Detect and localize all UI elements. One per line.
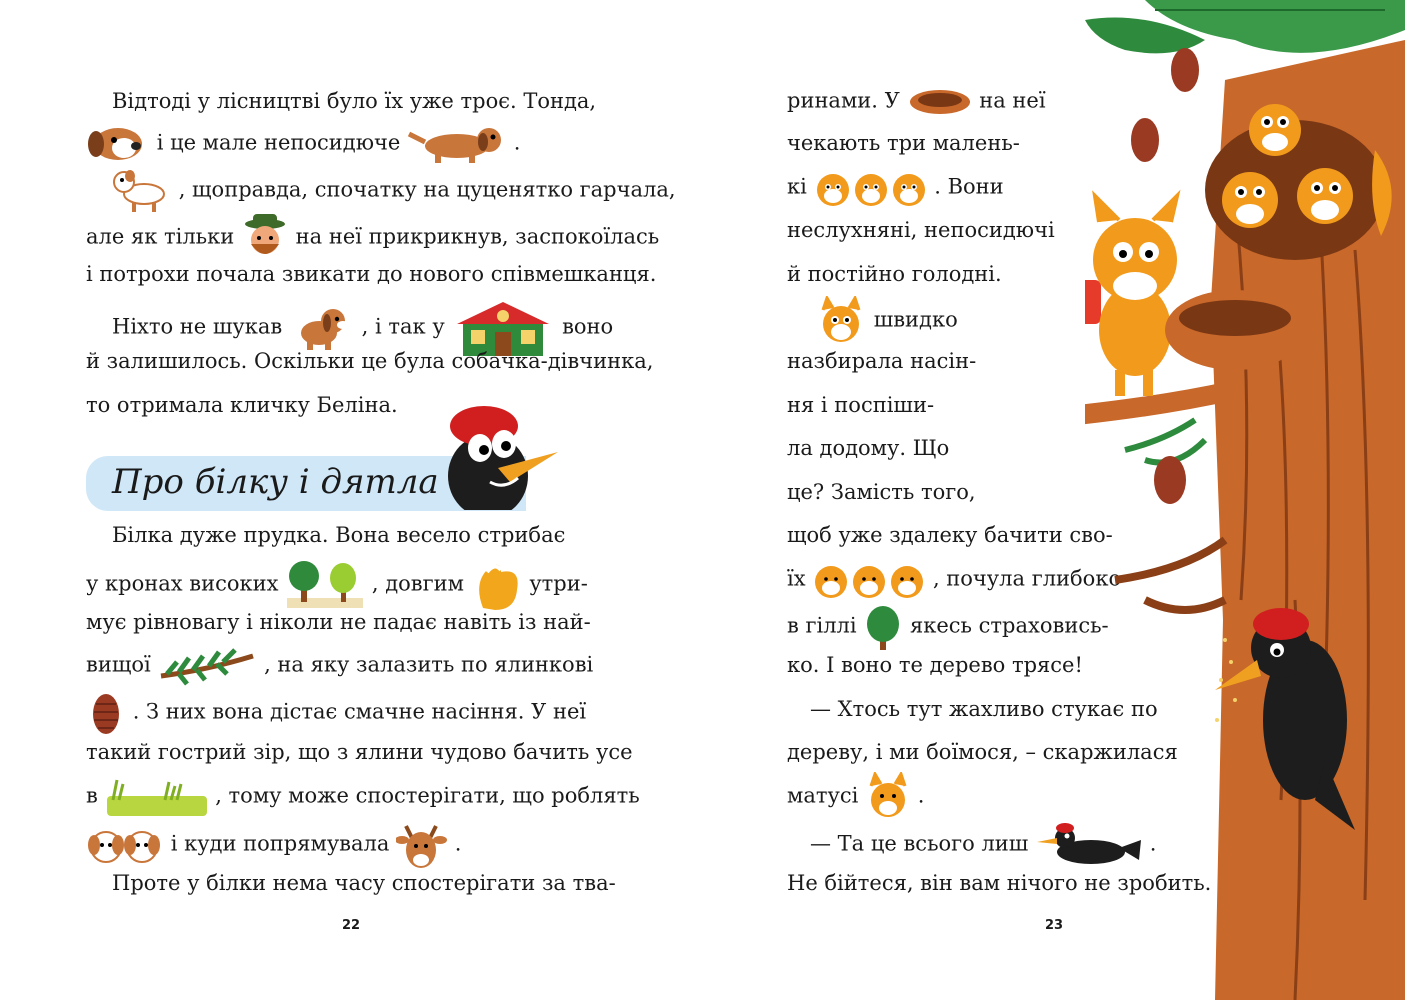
text-line: [86, 646, 593, 686]
dog-icon: [289, 305, 355, 351]
text-span: .: [917, 783, 925, 808]
text-span: на неї прикрикнув, заспокоїлась: [295, 224, 660, 249]
text-line: щоб уже здалеку бачити сво-: [787, 523, 1113, 547]
text-line: [86, 820, 461, 870]
grass-icon: [105, 776, 209, 818]
text-line: [815, 296, 958, 346]
text-line: [787, 602, 1109, 652]
text-line: [86, 124, 520, 164]
tree-illustration: [1085, 0, 1405, 1000]
text-line: ла додому. Що: [787, 436, 950, 460]
text-line: мує рівновагу і ніколи не падає навіть із най-: [86, 610, 591, 634]
left-page: [0, 0, 700, 1000]
text-span: якесь страховись-: [910, 613, 1109, 638]
text-line: [86, 690, 586, 736]
three-squirrels-icon: [814, 166, 928, 210]
squirrel-kid: [1222, 172, 1278, 228]
text-line: [86, 212, 659, 264]
text-line: Проте у білки нема часу спостерігати за тва-: [112, 871, 616, 895]
text-span: , на яку залазить по ялинкові: [264, 652, 594, 677]
squirrel-head-icon: [815, 296, 867, 346]
mother-squirrel: [1085, 196, 1177, 396]
text-span: Ніхто не шукав: [112, 314, 283, 339]
text-line: Відтоді у лісництві було їх уже троє. Тонда,: [112, 89, 597, 113]
text-line: [86, 558, 588, 612]
text-span: ринами. У: [787, 88, 900, 113]
text-span: , щоправда, спочатку на цуценятко гарчала,: [178, 177, 676, 202]
text-span: . Вони: [934, 174, 1004, 199]
text-span: кі: [787, 174, 807, 199]
text-line: чекають три малень-: [787, 131, 1020, 155]
text-span: .: [454, 831, 462, 856]
nest: [1165, 290, 1305, 370]
text-span: але як тільки: [86, 224, 235, 249]
text-line: то отримала кличку Беліна.: [86, 393, 398, 417]
pine-cone: [1154, 456, 1186, 504]
pine-cone-icon: [86, 690, 126, 736]
squirrel-head-icon: [865, 772, 911, 822]
text-span: на неї: [979, 88, 1046, 113]
squirrel-kid: [1249, 104, 1301, 156]
text-span: .: [1149, 831, 1157, 856]
text-line: такий гострий зір, що з ялини чудово бачить усе: [86, 740, 633, 764]
text-span: матусі: [787, 783, 859, 808]
text-span: воно: [562, 314, 614, 339]
text-span: , тому може спостерігати, що роблять: [215, 783, 640, 808]
text-span: , і так у: [361, 314, 445, 339]
text-line: назбирала насін-: [787, 349, 977, 373]
squirrel-tail-icon: [471, 558, 523, 612]
nest-icon: [907, 84, 973, 120]
squirrel-kid: [1297, 168, 1353, 224]
pine-cone: [1131, 118, 1159, 162]
text-span: вищої: [86, 652, 151, 677]
tree-branch: [1085, 380, 1235, 430]
trees-icon: [285, 558, 365, 612]
puppy-icon: [407, 124, 507, 164]
page-number: 22: [342, 918, 361, 933]
woodpecker-icon: [440, 398, 564, 510]
small-dog-icon: [110, 168, 172, 214]
text-line: — Хтось тут жахливо стукає по: [810, 697, 1158, 721]
text-line: неслухняні, непосидючі: [787, 218, 1055, 242]
pine-cone: [1171, 48, 1199, 92]
text-line: й залишилось. Оскільки це була собачка-дівчинка,: [86, 349, 654, 373]
text-span: їх: [787, 566, 806, 591]
text-line: [787, 84, 1046, 120]
text-span: у кронах високих: [86, 571, 279, 596]
section-heading: Про білку і дятла: [112, 462, 439, 502]
three-squirrels-icon: [812, 558, 926, 602]
text-span: , довгим: [371, 571, 464, 596]
text-span: . З них вона дістає смачне насіння. У неї: [132, 699, 587, 724]
dog-head-icon: [86, 124, 150, 164]
text-span: в гіллі: [787, 613, 857, 638]
text-line: [787, 166, 1004, 210]
text-span: швидко: [873, 307, 958, 332]
text-line: [110, 168, 676, 214]
text-line: [787, 772, 924, 822]
forester-icon: [241, 212, 289, 264]
deer-icon: [396, 820, 448, 870]
text-span: в: [86, 783, 98, 808]
spruce-branch-icon: [157, 646, 257, 686]
text-line: Не бійтеся, він вам нічого не зробить.: [787, 871, 1212, 895]
text-line: й постійно голодні.: [787, 262, 1002, 286]
two-dogs-icon: [86, 825, 164, 865]
text-line: [86, 776, 640, 818]
page-number: 23: [1045, 918, 1064, 933]
text-span: .: [513, 130, 521, 155]
text-line: ко. І воно те дерево трясе!: [787, 653, 1083, 677]
text-line: це? Замість того,: [787, 480, 976, 504]
text-line: [787, 558, 1121, 602]
text-span: і це мале непосидюче: [156, 130, 401, 155]
text-span: і куди попрямувала: [170, 831, 390, 856]
text-line: ня і поспіши-: [787, 393, 935, 417]
text-line: і потрохи почала звикати до нового співмешканця.: [86, 262, 657, 286]
spruce-tree-icon: [863, 602, 903, 652]
text-line: дереву, і ми боїмося, – скаржилася: [787, 740, 1178, 764]
text-span: утри-: [529, 571, 588, 596]
text-line: Білка дуже прудка. Вона весело стрибає: [112, 523, 566, 547]
text-span: , почула глибоко: [932, 566, 1122, 591]
text-span: — Та це всього лиш: [810, 831, 1029, 856]
